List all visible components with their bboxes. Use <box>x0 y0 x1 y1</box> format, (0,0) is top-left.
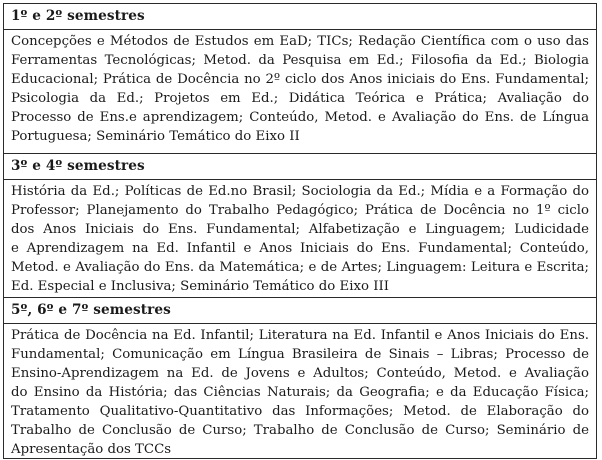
course-line: Metod. e Avaliação do Ens. da Matemática; e de Artes; Linguagem: Leitura e Escrita; <box>11 260 589 275</box>
course-line: Ed. Especial e Inclusiva; Seminário Temático do Eixo III <box>11 279 389 294</box>
course-line: História da Ed.; Políticas de Ed.no Brasil; Sociologia da Ed.; Mídia e a Formação do <box>11 184 589 199</box>
course-line: e Aprendizagem na Ed. Infantil e Anos Iniciais do Ens. Fundamental; Conteúdo, <box>11 241 589 256</box>
course-line: Portuguesa; Seminário Temático do Eixo II <box>11 129 300 144</box>
course-line: Ensino-Aprendizagem na Ed. de Jovens e Adultos; Conteúdo, Metod. e Avaliação <box>11 366 589 381</box>
course-line: Prática de Docência na Ed. Infantil; Literatura na Ed. Infantil e Anos Iniciais do Ens. <box>11 328 589 343</box>
course-line: Trabalho de Conclusão de Curso; Trabalho de Conclusão de Curso; Seminário de <box>11 423 589 438</box>
section-title: 5º, 6º e 7º semestres <box>11 302 171 318</box>
course-line: Concepções e Métodos de Estudos em EaD; TICs; Redação Científica com o uso das <box>11 34 589 49</box>
section-header-1 <box>4 4 596 30</box>
course-line: Psicologia da Ed.; Projetos em Ed.; Didática Teórica e Prática; Avaliação do <box>11 91 589 106</box>
section-body-3 <box>4 324 596 458</box>
course-line: Professor; Planejamento do Trabalho Pedagógico; Prática de Docência no 1º ciclo <box>11 203 589 218</box>
curriculum-table <box>3 3 597 459</box>
course-line: Fundamental; Comunicação em Língua Brasileira de Sinais – Libras; Processo de <box>11 347 589 362</box>
section-body-2 <box>4 180 596 298</box>
course-line: Tratamento Qualitativo-Quantitativo das Informações; Metod. de Elaboração do <box>11 404 589 419</box>
section-body-1 <box>4 30 596 154</box>
section-title: 3º e 4º semestres <box>11 158 145 174</box>
course-line: Ferramentas Tecnológicas; Metod. da Pesquisa em Ed.; Filosofia da Ed.; Biologia <box>11 53 589 68</box>
section-header-2 <box>4 154 596 180</box>
course-line: Processo de Ens.e aprendizagem; Conteúdo, Metod. e Avaliação do Ens. de Língua <box>11 110 589 125</box>
course-line: dos Anos Iniciais do Ens. Fundamental; Alfabetização e Linguagem; Ludicidade <box>11 222 589 237</box>
course-line: Educacional; Prática de Docência no 2º ciclo dos Anos iniciais do Ens. Fundamental; <box>11 72 589 87</box>
section-header-3 <box>4 298 596 324</box>
section-title: 1º e 2º semestres <box>11 8 145 24</box>
course-line: Apresentação dos TCCs <box>11 442 172 457</box>
course-line: do Ensino da História; das Ciências Naturais; da Geografia; e da Educação Física; <box>11 385 589 400</box>
